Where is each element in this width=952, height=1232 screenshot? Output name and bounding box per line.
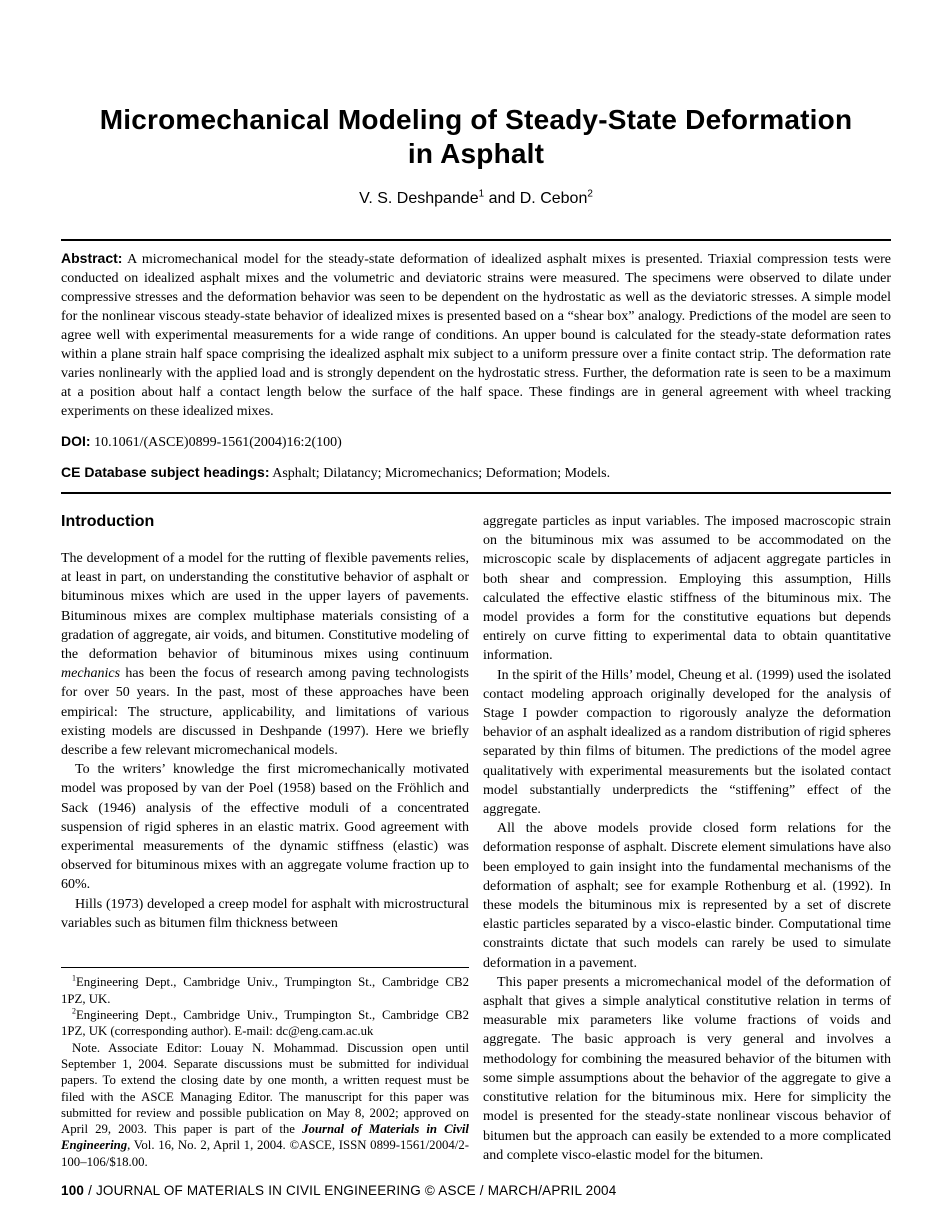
footnote-1-text: Engineering Dept., Cambridge Univ., Trumpington St., Cambridge CB2 1PZ, UK. bbox=[61, 975, 469, 1006]
footnote-note-text-b: , Vol. 16, No. 2, April 1, 2004. ©ASCE, ISSN 0899-1561/2004/2-100–106/$18.00. bbox=[61, 1138, 469, 1169]
footnote-note-text-a: Note. Associate Editor: Louay N. Mohammad. Discussion open until September 1, 2004. Separate discussions must be submitted for individual papers. To extend the closing date by one month, a written request must be filed with the ASCE Managing Editor. The manuscript for this paper was submitted for review and possible publication on May 8, 2002; approved on April 29, 2003. This paper is part of the bbox=[61, 1040, 469, 1137]
intro-paragraph-1 bbox=[61, 549, 469, 760]
intro-paragraph-4: In the spirit of the Hills’ model, Cheung et al. (1999) used the isolated contact modeling approach originally developed for the analysis of Stage I powder compaction to rigorously analyze the deformation behavior of an asphalt idealized as a random distribution of rigid spheres separated by thin films of bitumen. The predictions of the model agree qualitatively with experimental measurements but the isolated contact model substantially underpredicts the “stiffening” effect of the aggregate. bbox=[483, 667, 891, 818]
doi-line bbox=[61, 432, 891, 452]
intro-paragraph-6: This paper presents a micromechanical model of the deformation of asphalt that gives a simple analytical constitutive relation in terms of measurable mix parameters like volume fractions of voids and aggregate. The basic approach is very general and involves a methodology for combining the measured behavior of the bitumen with some simple assumptions about the behavior of the aggregate to give a constitutive relation for the bituminous mix. Here for simplicity the model is presented for the steady-state nonlinear viscous behavior of bitumen but the approach can easily be extended to a more complicated and complete visco-elastic model for the bitumen. bbox=[483, 974, 891, 1163]
footnote-1-marker: 1 bbox=[72, 974, 76, 984]
intro-paragraph-3-left-part: Hills (1973) developed a creep model for asphalt with microstructural variables such as bitumen film thickness between bbox=[61, 896, 469, 931]
footer-page-number: 100 bbox=[61, 1183, 85, 1198]
intro-paragraph-5: All the above models provide closed form relations for the deformation response of asphalt. Discrete element simulations have also been employed to gain insight into the fundamental mechanisms of the deformation of asphalt; see for example Rothenburg et al. (1992). In these models the bituminous mix is represented by a set of discrete elastic particles separated by a visco-elastic binder. Computational time constraints dictate that such models can rarely be used to simulate deformation in a pavement. bbox=[483, 821, 891, 971]
footer-journal-line: / JOURNAL OF MATERIALS IN CIVIL ENGINEERING © ASCE / MARCH/APRIL 2004 bbox=[84, 1183, 617, 1198]
abstract-paragraph bbox=[61, 249, 891, 421]
footnote-2 bbox=[61, 1007, 469, 1040]
right-column bbox=[483, 512, 891, 1170]
ce-subject-headings-line bbox=[61, 463, 891, 483]
doi-value: 10.1061/(ASCE)0899-1561(2004)16:2(100) bbox=[94, 435, 342, 450]
doi-label: DOI: bbox=[61, 433, 91, 449]
author-1-affiliation-mark: 1 bbox=[478, 188, 485, 200]
footnote-2-text: Engineering Dept., Cambridge Univ., Trumpington St., Cambridge CB2 1PZ, UK (corresponding author). E-mail: dc@eng.cam.ac.uk bbox=[61, 1008, 469, 1039]
section-heading-introduction: Introduction bbox=[61, 513, 155, 530]
footnote-editorial-note bbox=[61, 1040, 469, 1170]
intro-paragraph-1-text-b: has been the focus of research among paving technologists for over 50 years. In the past, most of these approaches have been empirical: The structure, applicability, and limitations of various existing models are discussed in Deshpande (1997). Here we briefly describe a few relevant micromechanical models. bbox=[61, 666, 469, 759]
abstract-label: Abstract: bbox=[61, 250, 123, 266]
intro-paragraph-3-right-part: aggregate particles as input variables. The imposed macroscopic strain on the bituminous mix was assumed to be accommodated on the microscopic scale by displacements of adjacent aggregate particles in both shear and compression. Employing this assumption, Hills calculated the effective elastic stiffness of the bituminous mix. The model provides a form for the constitutive equations but depends entirely on curve fitting to experimental data to obtain quantitative information. bbox=[483, 514, 891, 664]
ce-subject-headings-value: Asphalt; Dilatancy; Micromechanics; Deformation; Models. bbox=[272, 466, 611, 481]
left-column bbox=[61, 512, 469, 1170]
paper-title-line1: Micromechanical Modeling of Steady-State Deformation bbox=[99, 104, 853, 135]
italic-term-mechanics: mechanics bbox=[61, 666, 121, 682]
author-2-name: and D. Cebon bbox=[484, 190, 588, 207]
paper-title bbox=[61, 103, 891, 171]
paper-title-line2: in Asphalt bbox=[407, 138, 545, 169]
intro-paragraph-2: To the writers’ knowledge the first micromechanically motivated model was proposed by van der Poel (1958) based on the Fröhlich and Sack (1946) analysis of the effective moduli of a concentrated suspension of rigid spheres in an elastic matrix. Good agreement with experimental measurements of the dynamic stiffness (elastic) was observed for bituminous mixes with an aggregate volume fraction up to 60%. bbox=[61, 762, 469, 893]
ce-subject-headings-label: CE Database subject headings: bbox=[61, 464, 270, 480]
footnotes-block bbox=[61, 967, 469, 1170]
journal-name: Journal of Materials in Civil Engineering bbox=[61, 1122, 469, 1153]
author-2-affiliation-mark: 2 bbox=[587, 188, 593, 200]
footnote-2-marker: 2 bbox=[72, 1006, 76, 1016]
footnote-1 bbox=[61, 974, 469, 1007]
two-column-body bbox=[61, 512, 891, 1170]
intro-paragraph-1-text-a: The development of a model for the rutting of flexible pavements relies, at least in part, on understanding the constitutive behavior of asphalt or bituminous mixes which are used in the upper layers of pavements. Bituminous mixes are complex multiphase materials consisting of a gradation of aggregate, air voids, and bitumen. Constitutive modeling of the deformation behavior of bituminous mixes using continuum bbox=[61, 551, 469, 663]
page-footer bbox=[61, 1182, 891, 1199]
abstract-text: A micromechanical model for the steady-state deformation of idealized asphalt mixes is presented. Triaxial compression tests were conducted on idealized asphalt mixes and the volumetric and deviatoric strains were measured. The specimens were observed to dilate under compressive stresses and the deformation behavior was seen to be dependent on the hydrostatic as well as the deviatoric stresses. A simple model for the nonlinear viscous steady-state behavior of idealized mixes is presented based on a “shear box” analogy. Predictions of the model are seen to agree well with experimental measurements for a wide range of conditions. An upper bound is calculated for the steady-state deformation rates within a plane strain half space comprising the idealized asphalt mix subject to a uniform pressure over a finite contact strip. The deformation rate varies nonlinearly with the applied load and is strongly dependent on the hydrostatic stress. Further, the deformation rate is seen to be a maximum at a position about half a contact length below the surface of the half space. These findings are in general agreement with wheel tracking experiments on these idealized mixes. bbox=[61, 252, 891, 419]
authors-line bbox=[61, 189, 891, 209]
author-1-name: V. S. Deshpande bbox=[359, 190, 479, 207]
abstract-section bbox=[61, 239, 891, 494]
